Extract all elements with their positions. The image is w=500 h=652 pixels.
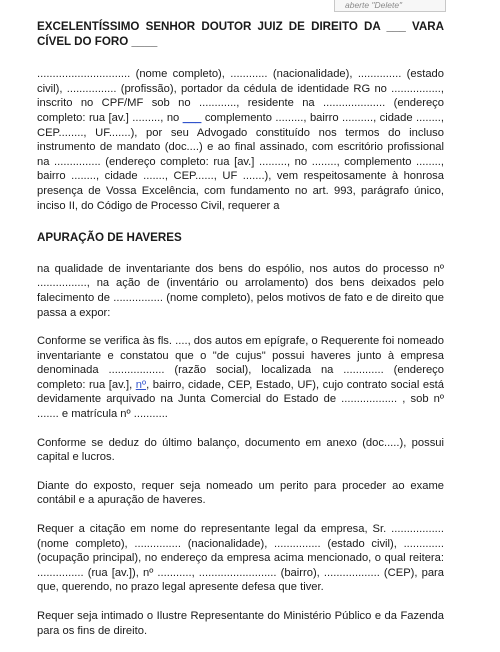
intro-text-b: complemento ........., bairro .........., cidade ........, CEP........, UF.......), por seu Advogado constituído nos termos do incluso instrumento de mandato (doc....) e ao final assinado, com escritório profissional na ............... (endereço completo: rua [av.] ........., no ........, complemento ........, bairro ........, cidade ......., CEP......, UF .......), vem respeitosamente à honrosa presença de Vossa Excelência, com fundamento no art. 993, parágrafo único, inciso II, do Código de Processo Civil, requerer a (37, 111, 445, 212)
petition-document (37, 20, 444, 652)
paragraph-inventariante: na qualidade de inventariante dos bens do espólio, nos autos do processo nº ................, na ação de (inventário ou arrolamento) dos bens deixados pelo falecimento de ................ (nome completo), pelos motivos de fato e de direito que passa a expor: (37, 262, 444, 319)
field-link-number[interactable]: ___ (182, 111, 202, 124)
paragraph-perito: Diante do exposto, requer seja nomeado um perito para proceder ao exame contábil e a apuração de haveres. (37, 479, 444, 507)
court-header: EXCELENTÍSSIMO SENHOR DOUTOR JUIZ DE DIREITO DA ___ VARA CÍVEL DO FORO ____ (37, 20, 444, 48)
paragraph-haveres (37, 334, 444, 422)
paragraph-balanco: Conforme se deduz do último balanço, documento em anexo (doc.....), possui capital e lucros. (37, 436, 444, 464)
field-link-numero[interactable]: nº (135, 378, 147, 391)
section-title: APURAÇÃO DE HAVERES (37, 231, 182, 245)
paragraph-citacao: Requer a citação em nome do representante legal da empresa, Sr. ................. (nome completo), ............... (nacionalidade), ............... (estado civil), ............. (ocupação principal), no endereço da empresa acima mencionado, o qual reitera: ............... (rua [av.]), nº ..........., ......................... (bairro), .................. (CEP), para que, querendo, no prazo legal apresente defesa que tiver. (37, 523, 444, 594)
haveres-text-b: , bairro, cidade, CEP, Estado, UF), cujo contrato social está devidamente arquivado na Junta Comercial do Estado de .................. , sob nº ....... e matrícula nº ........... (37, 378, 445, 421)
intro-paragraph (37, 67, 444, 213)
delete-tooltip: aberte "Delete" (334, 0, 446, 12)
haveres-text-a: Conforme se verifica às fls. ...., dos autos em epígrafe, o Requerente foi nomeado inventariante e constatou que o "de cujus" possui haveres junto à empresa denominada .................. (razão social), localizada na ............. (endereço completo: rua [av.], (37, 335, 444, 391)
paragraph-ministerio: Requer seja intimado o Ilustre Representante do Ministério Público e da Fazenda para os fins de direito. (37, 610, 444, 637)
intro-text-a: .............................. (nome completo), ............ (nacionalidade), .............. (estado civil), ................ (profissão), portador da cédula de identidade RG no ................, inscrito no CPF/MF sob no ............, residente na .................... (endereço completo: rua [av.] ........., no (37, 68, 444, 124)
